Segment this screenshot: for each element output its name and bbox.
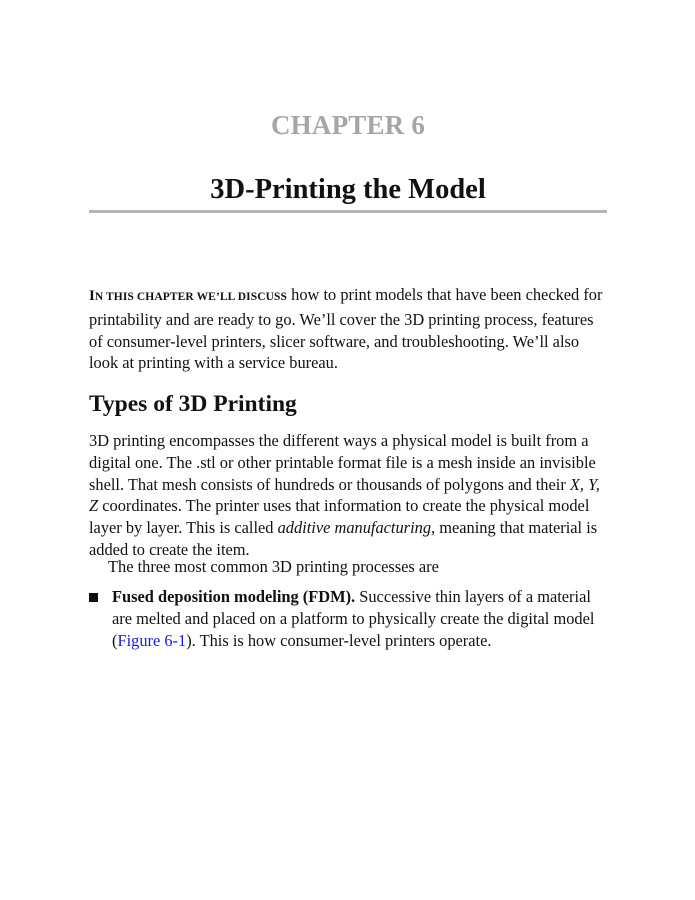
- paragraph-part-3: meaning that material is added to create the item.: [89, 518, 598, 559]
- paragraph-part-2: coordinates. The printer uses that information to create the physical model layer by layer. This is called: [89, 496, 590, 538]
- paragraph-part-1: 3D printing encompasses the different ways a physical model is built from a digital one. The .stl or other printable format file is a mesh inside an invisible shell. That mesh consists of hundreds or thousands of polygons and their: [89, 431, 596, 494]
- paragraph-term: additive manufacturing,: [277, 518, 436, 538]
- section-heading: Types of 3D Printing: [89, 391, 297, 417]
- intro-lead-word-rest: N: [94, 291, 107, 303]
- intro-paragraph: [89, 284, 607, 374]
- bullet-term: Fused deposition modeling (FDM).: [112, 587, 356, 606]
- chapter-title: 3D-Printing the Model: [210, 174, 486, 205]
- intro-text: how to print models that have been checked for printability and are ready to go. We’ll cover the 3D printing process, features of consumer-level printers, slicer software, and troubleshooting. We’ll also look at printing with a service bureau.: [89, 285, 603, 373]
- chapter-label: CHAPTER 6: [270, 110, 426, 140]
- figure-link[interactable]: Figure 6-1: [117, 630, 187, 650]
- intro-lead-in: THIS CHAPTER WE’LL DISCUSS: [106, 291, 288, 303]
- list-item: [89, 586, 607, 651]
- square-bullet-icon: [89, 593, 98, 602]
- intro-lead-first-letter: I: [89, 288, 95, 304]
- bullet-text-before-link: Successive thin layers of a material are melted and placed on a platform to physically create the digital model (: [112, 587, 595, 650]
- paragraph-coordinates: X, Y, Z: [89, 474, 600, 516]
- bullet-text-after-link: ). This is how consumer-level printers operate.: [186, 630, 492, 650]
- title-divider: [89, 210, 607, 213]
- section-paragraph: [89, 430, 607, 561]
- process-list: [89, 586, 607, 651]
- list-lead-in: The three most common 3D printing processes are: [108, 557, 439, 576]
